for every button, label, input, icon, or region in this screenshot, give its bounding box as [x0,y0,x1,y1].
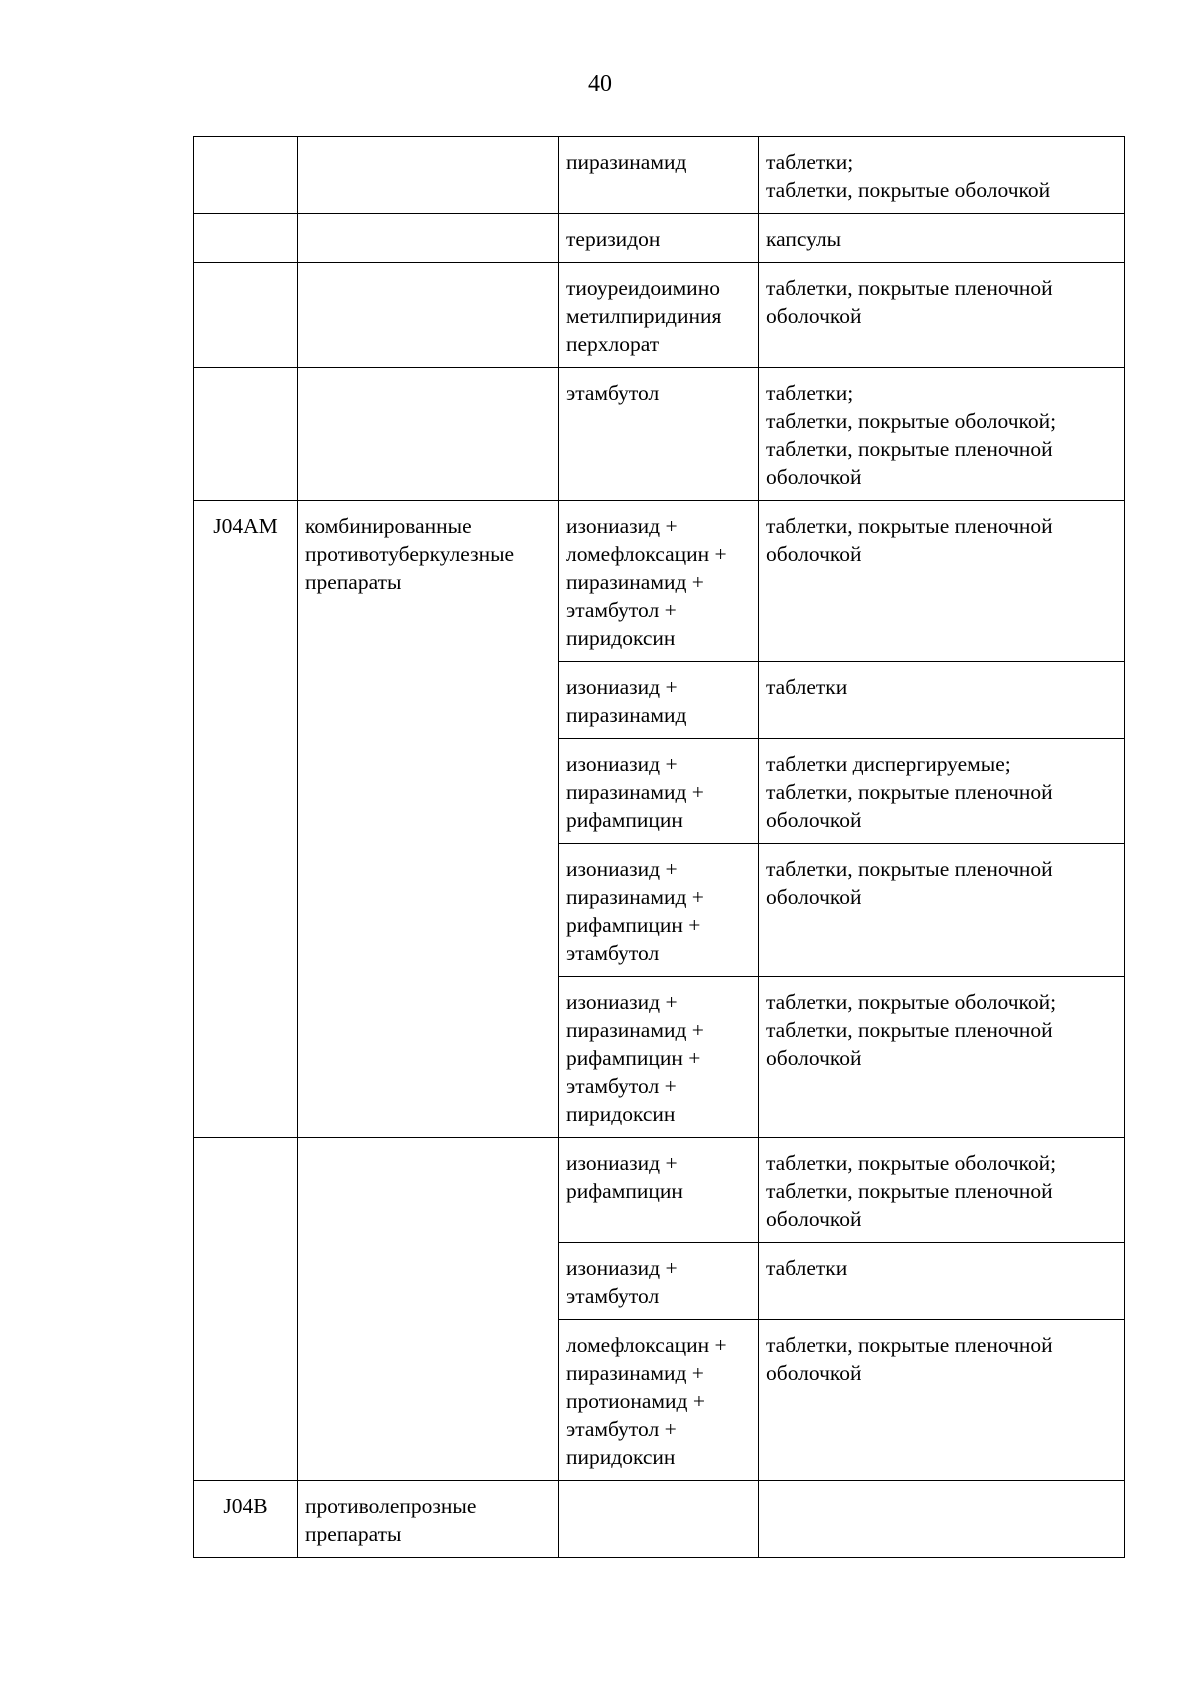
atc-code-cell [194,263,298,368]
atc-code-cell: J04B [194,1481,298,1558]
anatomical-group-cell: комбинированные противотуберкулезные препараты [298,501,559,1138]
substance-cell: теризидон [559,214,759,263]
dosage-form-line: таблетки диспергируемые; [766,752,1011,776]
atc-code-cell: J04AM [194,501,298,1138]
table-row [194,1481,1125,1558]
anatomical-group-cell [298,263,559,368]
substance-cell: пиразинамид [559,137,759,214]
dosage-form-line: таблетки [766,675,848,699]
page-number: 40 [588,71,612,97]
dosage-form-line: таблетки, покрытые пленочной оболочкой [766,1018,1053,1070]
substance-cell: этамбутол [559,368,759,501]
drug-table [193,136,1125,1558]
substance-cell: изониазид + пиразинамид + рифампицин + этамбутол + пиридоксин [559,977,759,1138]
dosage-form-line: таблетки; [766,150,854,174]
anatomical-group-cell [298,214,559,263]
substance-cell [559,1481,759,1558]
substance-cell: изониазид + ломефлоксацин + пиразинамид + этамбутол + пиридоксин [559,501,759,662]
table-row [194,214,1125,263]
dosage-form-line: таблетки, покрытые пленочной оболочкой [766,1179,1053,1231]
table-row [194,137,1125,214]
table-row [194,501,1125,662]
dosage-form-cell [759,739,1125,844]
dosage-form-cell [759,368,1125,501]
dosage-form-line: таблетки, покрытые пленочной оболочкой [766,857,1053,909]
table-row [194,368,1125,501]
atc-code-cell [194,214,298,263]
dosage-form-cell [759,501,1125,662]
dosage-form-line: таблетки, покрытые пленочной оболочкой [766,437,1053,489]
dosage-form-line: таблетки, покрытые оболочкой; [766,1151,1057,1175]
dosage-form-line: таблетки, покрытые оболочкой; [766,990,1057,1014]
dosage-form-cell [759,137,1125,214]
dosage-form-line: таблетки; [766,381,854,405]
table-row [194,1138,1125,1243]
anatomical-group-cell [298,1138,559,1481]
anatomical-group-cell: противолепрозные препараты [298,1481,559,1558]
dosage-form-line: таблетки, покрытые пленочной оболочкой [766,276,1053,328]
dosage-form-cell [759,214,1125,263]
substance-cell: изониазид + пиразинамид [559,662,759,739]
substance-cell: ломефлоксацин + пиразинамид + протионамид + этамбутол + пиридоксин [559,1320,759,1481]
anatomical-group-cell [298,368,559,501]
dosage-form-line: таблетки, покрытые пленочной оболочкой [766,1333,1053,1385]
dosage-form-line: таблетки, покрытые пленочной оболочкой [766,780,1053,832]
dosage-form-line: капсулы [766,227,842,251]
atc-code-cell [194,137,298,214]
dosage-form-cell [759,1320,1125,1481]
atc-code-cell [194,368,298,501]
substance-cell: тиоуреидоимино метилпиридиния перхлорат [559,263,759,368]
dosage-form-cell [759,662,1125,739]
table-row [194,263,1125,368]
dosage-form-cell [759,263,1125,368]
substance-cell: изониазид + рифампицин [559,1138,759,1243]
atc-code-cell [194,1138,298,1481]
dosage-form-cell [759,1138,1125,1243]
substance-cell: изониазид + этамбутол [559,1243,759,1320]
dosage-form-line: таблетки [766,1256,848,1280]
dosage-form-cell [759,1243,1125,1320]
substance-cell: изониазид + пиразинамид + рифампицин + этамбутол [559,844,759,977]
anatomical-group-cell [298,137,559,214]
dosage-form-cell [759,844,1125,977]
dosage-form-line: таблетки, покрытые оболочкой [766,178,1051,202]
dosage-form-line: таблетки, покрытые оболочкой; [766,409,1057,433]
substance-cell: изониазид + пиразинамид + рифампицин [559,739,759,844]
dosage-form-line: таблетки, покрытые пленочной оболочкой [766,514,1053,566]
dosage-form-cell [759,977,1125,1138]
dosage-form-cell [759,1481,1125,1558]
